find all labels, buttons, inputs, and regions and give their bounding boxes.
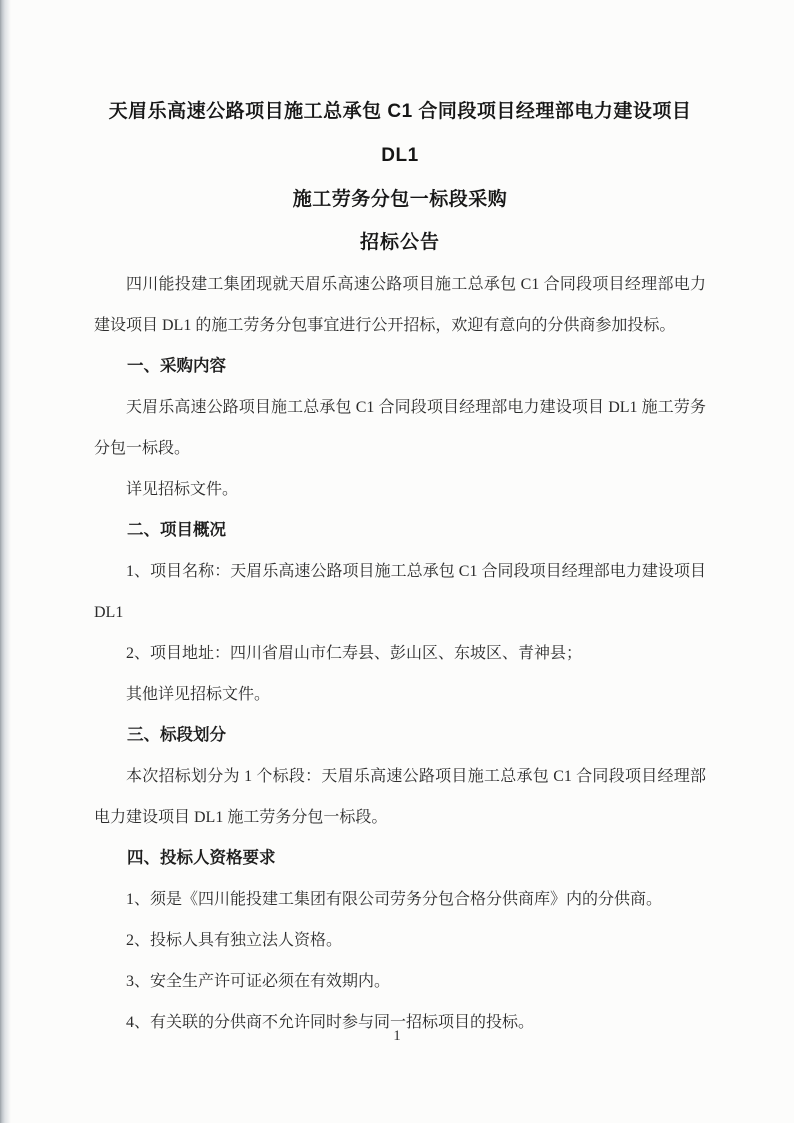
- page-footer: [0, 1026, 794, 1046]
- paragraph: 其他详见招标文件。: [126, 686, 271, 703]
- document-title-line2: 施工劳务分包一标段采购: [292, 189, 508, 210]
- document-body: [94, 264, 706, 1043]
- section-heading: 一、采购内容: [127, 357, 226, 375]
- page-number: 1: [393, 1028, 401, 1044]
- document-title-line1: 天眉乐高速公路项目施工总承包 C1 合同段项目经理部电力建设项目 DL1: [108, 101, 692, 166]
- paragraph: 天眉乐高速公路项目施工总承包 C1 合同段项目经理部电力建设项目 DL1 施工劳务分包一标段。: [94, 399, 706, 457]
- paragraph: 2、项目地址：四川省眉山市仁寿县、彭山区、东坡区、青神县；: [126, 645, 583, 662]
- paragraph: 本次招标划分为 1 个标段：天眉乐高速公路项目施工总承包 C1 合同段项目经理部电力建设项目 DL1 施工劳务分包一标段。: [94, 768, 706, 826]
- paragraph: 2、投标人具有独立法人资格。: [126, 932, 343, 949]
- paragraph: 3、安全生产许可证必须在有效期内。: [126, 973, 391, 990]
- scan-edge-shadow: [0, 0, 12, 1123]
- paragraph: 四川能投建工集团现就天眉乐高速公路项目施工总承包 C1 合同段项目经理部电力建设项目 DL1 的施工劳务分包事宜进行公开招标，欢迎有意向的分供商参加投标。: [94, 276, 706, 334]
- section-heading: 三、标段划分: [127, 726, 226, 744]
- paragraph: 详见招标文件。: [126, 481, 239, 498]
- section-heading: 四、投标人资格要求: [127, 849, 276, 867]
- section-heading: 二、项目概况: [127, 521, 226, 539]
- paragraph: 1、须是《四川能投建工集团有限公司劳务分包合格分供商库》内的分供商。: [126, 891, 663, 908]
- paragraph: 4、有关联的分供商不允许同时参与同一招标项目的投标。: [126, 1014, 535, 1031]
- document-title: [94, 90, 706, 222]
- paragraph: 1、项目名称：天眉乐高速公路项目施工总承包 C1 合同段项目经理部电力建设项目 DL1: [94, 563, 706, 621]
- document-type-heading: 招标公告: [359, 232, 440, 253]
- document-content: [94, 90, 706, 1043]
